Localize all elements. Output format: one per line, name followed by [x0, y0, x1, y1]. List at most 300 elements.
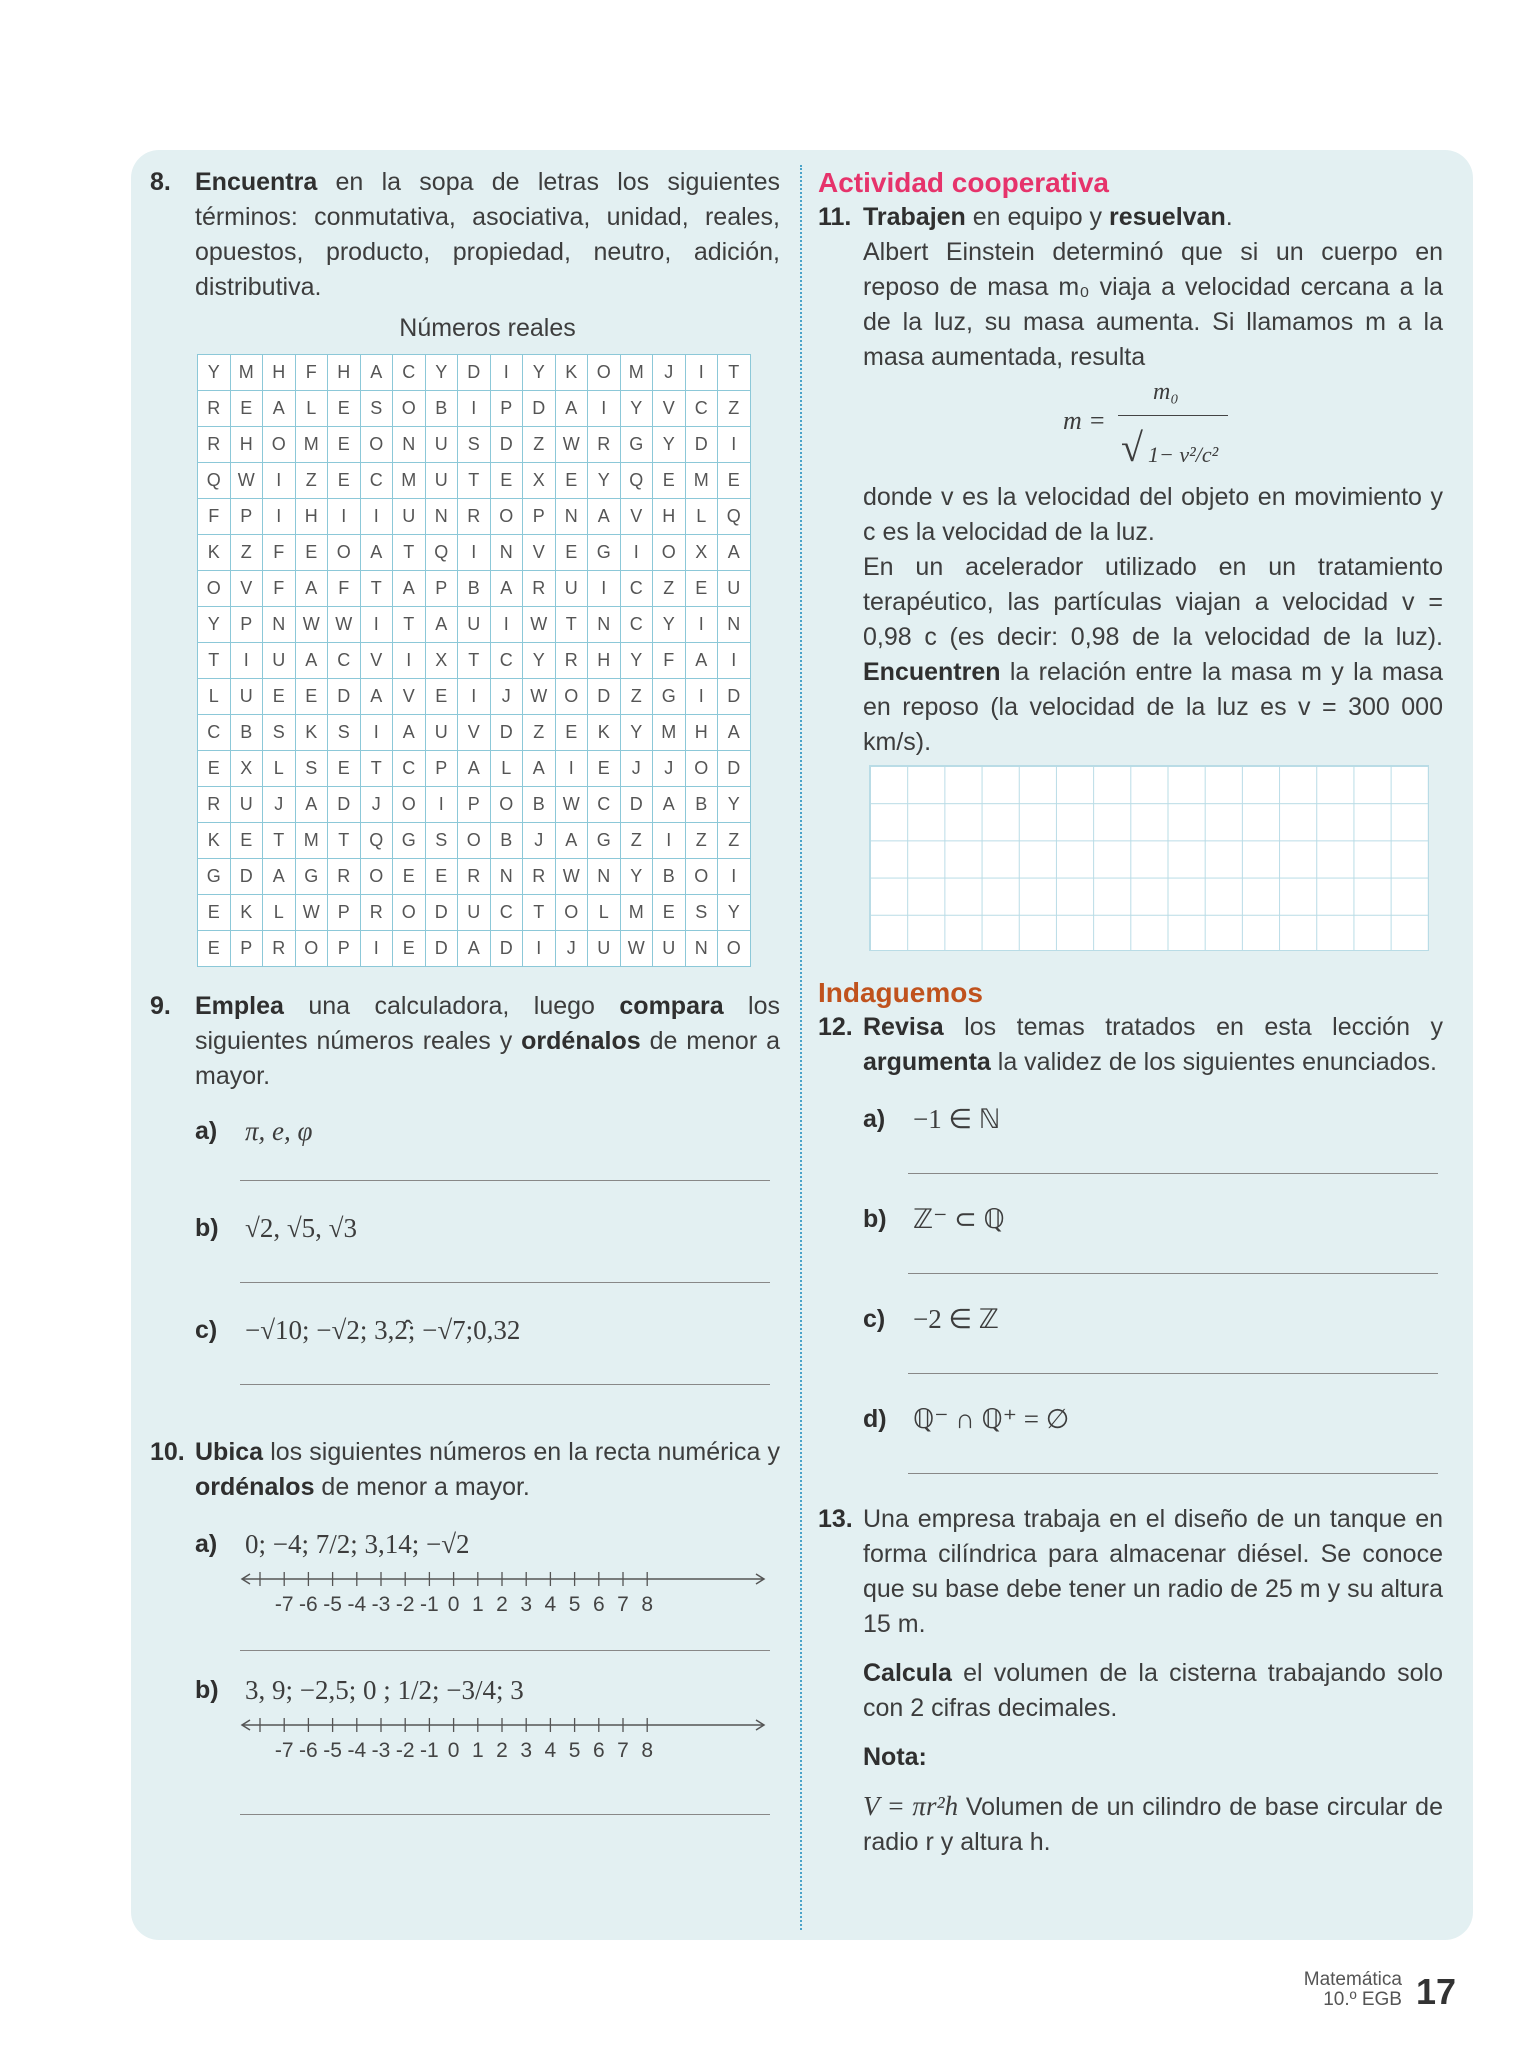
- grid-cell[interactable]: U: [425, 715, 458, 751]
- grid-cell[interactable]: Y: [718, 787, 751, 823]
- grid-cell[interactable]: I: [718, 427, 751, 463]
- grid-cell[interactable]: O: [393, 391, 426, 427]
- grid-cell[interactable]: O: [263, 427, 296, 463]
- grid-cell[interactable]: M: [295, 427, 328, 463]
- grid-cell[interactable]: H: [653, 499, 686, 535]
- grid-cell[interactable]: T: [393, 535, 426, 571]
- grid-cell[interactable]: A: [718, 535, 751, 571]
- grid-cell[interactable]: B: [685, 787, 718, 823]
- grid-cell[interactable]: Y: [588, 463, 621, 499]
- grid-cell[interactable]: Y: [523, 355, 556, 391]
- grid-cell[interactable]: N: [685, 931, 718, 967]
- grid-cell[interactable]: G: [393, 823, 426, 859]
- grid-cell[interactable]: D: [620, 787, 653, 823]
- grid-cell[interactable]: E: [653, 463, 686, 499]
- grid-cell[interactable]: W: [555, 787, 588, 823]
- grid-cell[interactable]: A: [360, 535, 393, 571]
- grid-cell[interactable]: O: [490, 787, 523, 823]
- grid-cell[interactable]: E: [393, 859, 426, 895]
- grid-cell[interactable]: Z: [718, 823, 751, 859]
- grid-cell[interactable]: T: [198, 643, 231, 679]
- grid-cell[interactable]: O: [490, 499, 523, 535]
- grid-cell[interactable]: I: [458, 391, 491, 427]
- grid-cell[interactable]: C: [328, 643, 361, 679]
- grid-cell[interactable]: C: [490, 895, 523, 931]
- grid-cell[interactable]: K: [198, 823, 231, 859]
- grid-cell[interactable]: F: [263, 571, 296, 607]
- grid-cell[interactable]: Q: [425, 535, 458, 571]
- grid-cell[interactable]: O: [328, 535, 361, 571]
- grid-cell[interactable]: S: [360, 391, 393, 427]
- grid-cell[interactable]: A: [393, 715, 426, 751]
- grid-cell[interactable]: Y: [718, 895, 751, 931]
- grid-cell[interactable]: T: [718, 355, 751, 391]
- grid-cell[interactable]: A: [685, 643, 718, 679]
- grid-cell[interactable]: Z: [230, 535, 263, 571]
- grid-cell[interactable]: D: [328, 787, 361, 823]
- grid-cell[interactable]: I: [588, 571, 621, 607]
- grid-cell[interactable]: Y: [198, 355, 231, 391]
- grid-cell[interactable]: L: [263, 895, 296, 931]
- grid-cell[interactable]: A: [718, 715, 751, 751]
- grid-cell[interactable]: E: [685, 571, 718, 607]
- grid-cell[interactable]: O: [718, 931, 751, 967]
- grid-cell[interactable]: O: [458, 823, 491, 859]
- grid-cell[interactable]: N: [555, 499, 588, 535]
- grid-cell[interactable]: D: [458, 355, 491, 391]
- grid-cell[interactable]: T: [328, 823, 361, 859]
- grid-cell[interactable]: R: [328, 859, 361, 895]
- grid-cell[interactable]: H: [230, 427, 263, 463]
- grid-cell[interactable]: V: [653, 391, 686, 427]
- grid-cell[interactable]: E: [425, 859, 458, 895]
- grid-cell[interactable]: Y: [620, 391, 653, 427]
- grid-cell[interactable]: A: [263, 391, 296, 427]
- grid-cell[interactable]: M: [295, 823, 328, 859]
- answer-line[interactable]: [908, 1473, 1438, 1474]
- grid-cell[interactable]: V: [393, 679, 426, 715]
- grid-cell[interactable]: A: [360, 679, 393, 715]
- grid-cell[interactable]: P: [230, 931, 263, 967]
- grid-cell[interactable]: K: [198, 535, 231, 571]
- grid-cell[interactable]: O: [588, 355, 621, 391]
- grid-cell[interactable]: U: [230, 787, 263, 823]
- grid-cell[interactable]: R: [523, 859, 556, 895]
- grid-cell[interactable]: W: [295, 895, 328, 931]
- grid-cell[interactable]: I: [685, 607, 718, 643]
- grid-cell[interactable]: N: [263, 607, 296, 643]
- grid-cell[interactable]: I: [360, 715, 393, 751]
- grid-cell[interactable]: R: [555, 643, 588, 679]
- grid-cell[interactable]: E: [328, 463, 361, 499]
- grid-cell[interactable]: A: [393, 571, 426, 607]
- grid-cell[interactable]: A: [295, 571, 328, 607]
- grid-cell[interactable]: U: [458, 607, 491, 643]
- grid-cell[interactable]: A: [523, 751, 556, 787]
- grid-cell[interactable]: J: [555, 931, 588, 967]
- grid-cell[interactable]: D: [328, 679, 361, 715]
- grid-cell[interactable]: R: [588, 427, 621, 463]
- grid-cell[interactable]: R: [198, 427, 231, 463]
- grid-cell[interactable]: O: [360, 859, 393, 895]
- grid-cell[interactable]: N: [490, 859, 523, 895]
- grid-cell[interactable]: B: [458, 571, 491, 607]
- grid-cell[interactable]: E: [230, 391, 263, 427]
- grid-cell[interactable]: A: [458, 751, 491, 787]
- grid-cell[interactable]: I: [490, 607, 523, 643]
- grid-cell[interactable]: I: [490, 355, 523, 391]
- grid-cell[interactable]: X: [523, 463, 556, 499]
- grid-cell[interactable]: J: [653, 751, 686, 787]
- grid-cell[interactable]: G: [295, 859, 328, 895]
- grid-cell[interactable]: E: [490, 463, 523, 499]
- grid-cell[interactable]: I: [458, 535, 491, 571]
- grid-cell[interactable]: D: [685, 427, 718, 463]
- answer-line[interactable]: [240, 1814, 770, 1815]
- answer-line[interactable]: [240, 1650, 770, 1651]
- grid-cell[interactable]: N: [718, 607, 751, 643]
- grid-cell[interactable]: E: [718, 463, 751, 499]
- grid-cell[interactable]: D: [490, 931, 523, 967]
- grid-cell[interactable]: G: [653, 679, 686, 715]
- grid-cell[interactable]: Q: [198, 463, 231, 499]
- grid-cell[interactable]: G: [198, 859, 231, 895]
- grid-cell[interactable]: E: [425, 679, 458, 715]
- grid-cell[interactable]: S: [263, 715, 296, 751]
- grid-cell[interactable]: T: [360, 571, 393, 607]
- grid-cell[interactable]: E: [295, 679, 328, 715]
- grid-cell[interactable]: R: [360, 895, 393, 931]
- grid-cell[interactable]: N: [588, 607, 621, 643]
- grid-cell[interactable]: J: [360, 787, 393, 823]
- number-line-b[interactable]: [240, 1711, 770, 1766]
- grid-cell[interactable]: D: [718, 679, 751, 715]
- grid-cell[interactable]: I: [360, 607, 393, 643]
- grid-cell[interactable]: Z: [685, 823, 718, 859]
- grid-cell[interactable]: M: [653, 715, 686, 751]
- grid-cell[interactable]: E: [198, 751, 231, 787]
- grid-cell[interactable]: L: [295, 391, 328, 427]
- grid-cell[interactable]: Q: [620, 463, 653, 499]
- grid-cell[interactable]: F: [198, 499, 231, 535]
- grid-cell[interactable]: T: [523, 895, 556, 931]
- grid-cell[interactable]: G: [588, 823, 621, 859]
- grid-cell[interactable]: H: [328, 355, 361, 391]
- grid-cell[interactable]: U: [653, 931, 686, 967]
- grid-cell[interactable]: F: [295, 355, 328, 391]
- grid-cell[interactable]: E: [653, 895, 686, 931]
- grid-cell[interactable]: W: [295, 607, 328, 643]
- answer-line[interactable]: [908, 1373, 1438, 1374]
- grid-cell[interactable]: V: [523, 535, 556, 571]
- grid-cell[interactable]: E: [198, 931, 231, 967]
- grid-cell[interactable]: E: [328, 391, 361, 427]
- grid-cell[interactable]: A: [555, 823, 588, 859]
- grid-cell[interactable]: Z: [653, 571, 686, 607]
- grid-cell[interactable]: P: [458, 787, 491, 823]
- grid-cell[interactable]: I: [360, 499, 393, 535]
- grid-cell[interactable]: D: [718, 751, 751, 787]
- grid-cell[interactable]: Q: [718, 499, 751, 535]
- grid-cell[interactable]: T: [458, 643, 491, 679]
- grid-cell[interactable]: Y: [425, 355, 458, 391]
- grid-cell[interactable]: B: [490, 823, 523, 859]
- grid-cell[interactable]: B: [523, 787, 556, 823]
- grid-cell[interactable]: W: [230, 463, 263, 499]
- grid-cell[interactable]: D: [523, 391, 556, 427]
- grid-cell[interactable]: S: [295, 751, 328, 787]
- grid-cell[interactable]: M: [620, 355, 653, 391]
- grid-cell[interactable]: I: [653, 823, 686, 859]
- grid-cell[interactable]: E: [555, 535, 588, 571]
- grid-cell[interactable]: P: [230, 607, 263, 643]
- grid-cell[interactable]: I: [555, 751, 588, 787]
- grid-cell[interactable]: Y: [653, 427, 686, 463]
- grid-cell[interactable]: L: [588, 895, 621, 931]
- grid-cell[interactable]: O: [198, 571, 231, 607]
- grid-cell[interactable]: J: [653, 355, 686, 391]
- grid-cell[interactable]: A: [425, 607, 458, 643]
- grid-cell[interactable]: C: [685, 391, 718, 427]
- grid-cell[interactable]: E: [198, 895, 231, 931]
- grid-cell[interactable]: Z: [718, 391, 751, 427]
- grid-cell[interactable]: A: [295, 787, 328, 823]
- grid-cell[interactable]: O: [685, 859, 718, 895]
- grid-cell[interactable]: U: [393, 499, 426, 535]
- answer-line[interactable]: [240, 1180, 770, 1181]
- grid-cell[interactable]: A: [458, 931, 491, 967]
- grid-cell[interactable]: E: [555, 715, 588, 751]
- grid-cell[interactable]: T: [263, 823, 296, 859]
- grid-cell[interactable]: C: [393, 355, 426, 391]
- grid-cell[interactable]: O: [295, 931, 328, 967]
- grid-cell[interactable]: H: [263, 355, 296, 391]
- grid-cell[interactable]: U: [555, 571, 588, 607]
- grid-cell[interactable]: M: [393, 463, 426, 499]
- grid-cell[interactable]: P: [328, 895, 361, 931]
- grid-cell[interactable]: C: [620, 571, 653, 607]
- grid-cell[interactable]: I: [328, 499, 361, 535]
- grid-cell[interactable]: H: [685, 715, 718, 751]
- grid-cell[interactable]: L: [490, 751, 523, 787]
- grid-cell[interactable]: T: [458, 463, 491, 499]
- grid-cell[interactable]: D: [425, 931, 458, 967]
- grid-cell[interactable]: J: [490, 679, 523, 715]
- grid-cell[interactable]: B: [425, 391, 458, 427]
- grid-cell[interactable]: A: [360, 355, 393, 391]
- grid-cell[interactable]: D: [230, 859, 263, 895]
- grid-cell[interactable]: P: [425, 751, 458, 787]
- grid-cell[interactable]: S: [685, 895, 718, 931]
- grid-cell[interactable]: A: [490, 571, 523, 607]
- grid-cell[interactable]: Y: [198, 607, 231, 643]
- grid-cell[interactable]: V: [360, 643, 393, 679]
- grid-cell[interactable]: E: [588, 751, 621, 787]
- grid-cell[interactable]: U: [230, 679, 263, 715]
- grid-cell[interactable]: R: [198, 391, 231, 427]
- grid-cell[interactable]: F: [653, 643, 686, 679]
- grid-cell[interactable]: I: [263, 463, 296, 499]
- grid-cell[interactable]: A: [263, 859, 296, 895]
- grid-cell[interactable]: I: [263, 499, 296, 535]
- grid-cell[interactable]: W: [523, 679, 556, 715]
- grid-cell[interactable]: C: [490, 643, 523, 679]
- grid-cell[interactable]: N: [588, 859, 621, 895]
- grid-cell[interactable]: N: [490, 535, 523, 571]
- grid-cell[interactable]: M: [685, 463, 718, 499]
- grid-cell[interactable]: P: [425, 571, 458, 607]
- grid-cell[interactable]: S: [458, 427, 491, 463]
- grid-cell[interactable]: T: [555, 607, 588, 643]
- grid-cell[interactable]: Y: [620, 859, 653, 895]
- grid-cell[interactable]: G: [588, 535, 621, 571]
- grid-cell[interactable]: D: [588, 679, 621, 715]
- grid-cell[interactable]: W: [523, 607, 556, 643]
- grid-cell[interactable]: R: [198, 787, 231, 823]
- grid-cell[interactable]: C: [198, 715, 231, 751]
- grid-cell[interactable]: E: [295, 535, 328, 571]
- grid-cell[interactable]: R: [458, 499, 491, 535]
- grid-cell[interactable]: U: [458, 895, 491, 931]
- grid-cell[interactable]: Z: [523, 427, 556, 463]
- grid-cell[interactable]: L: [263, 751, 296, 787]
- grid-cell[interactable]: O: [555, 679, 588, 715]
- answer-line[interactable]: [908, 1173, 1438, 1174]
- grid-cell[interactable]: Z: [620, 823, 653, 859]
- grid-cell[interactable]: K: [588, 715, 621, 751]
- grid-cell[interactable]: A: [653, 787, 686, 823]
- grid-cell[interactable]: C: [588, 787, 621, 823]
- grid-cell[interactable]: Z: [523, 715, 556, 751]
- grid-cell[interactable]: I: [588, 391, 621, 427]
- grid-cell[interactable]: P: [230, 499, 263, 535]
- grid-cell[interactable]: W: [328, 607, 361, 643]
- grid-cell[interactable]: U: [425, 427, 458, 463]
- grid-cell[interactable]: W: [620, 931, 653, 967]
- grid-cell[interactable]: H: [295, 499, 328, 535]
- answer-line[interactable]: [240, 1384, 770, 1385]
- grid-cell[interactable]: P: [328, 931, 361, 967]
- grid-cell[interactable]: O: [653, 535, 686, 571]
- grid-cell[interactable]: K: [230, 895, 263, 931]
- grid-cell[interactable]: I: [685, 679, 718, 715]
- grid-cell[interactable]: C: [360, 463, 393, 499]
- grid-cell[interactable]: N: [393, 427, 426, 463]
- grid-cell[interactable]: O: [393, 787, 426, 823]
- grid-cell[interactable]: D: [490, 427, 523, 463]
- grid-cell[interactable]: I: [685, 355, 718, 391]
- grid-cell[interactable]: U: [425, 463, 458, 499]
- grid-cell[interactable]: I: [523, 931, 556, 967]
- grid-cell[interactable]: Y: [620, 715, 653, 751]
- grid-cell[interactable]: U: [588, 931, 621, 967]
- grid-cell[interactable]: Y: [653, 607, 686, 643]
- grid-cell[interactable]: E: [555, 463, 588, 499]
- grid-cell[interactable]: K: [555, 355, 588, 391]
- grid-cell[interactable]: A: [588, 499, 621, 535]
- grid-cell[interactable]: L: [685, 499, 718, 535]
- grid-cell[interactable]: E: [393, 931, 426, 967]
- grid-cell[interactable]: O: [360, 427, 393, 463]
- grid-cell[interactable]: D: [490, 715, 523, 751]
- grid-cell[interactable]: X: [685, 535, 718, 571]
- grid-cell[interactable]: F: [328, 571, 361, 607]
- grid-cell[interactable]: C: [393, 751, 426, 787]
- answer-line[interactable]: [908, 1273, 1438, 1274]
- grid-cell[interactable]: A: [295, 643, 328, 679]
- grid-cell[interactable]: W: [555, 427, 588, 463]
- grid-cell[interactable]: P: [490, 391, 523, 427]
- grid-cell[interactable]: X: [230, 751, 263, 787]
- grid-cell[interactable]: B: [653, 859, 686, 895]
- grid-cell[interactable]: I: [718, 859, 751, 895]
- grid-cell[interactable]: L: [198, 679, 231, 715]
- grid-cell[interactable]: R: [458, 859, 491, 895]
- grid-cell[interactable]: M: [230, 355, 263, 391]
- grid-cell[interactable]: O: [555, 895, 588, 931]
- grid-cell[interactable]: H: [588, 643, 621, 679]
- grid-cell[interactable]: T: [393, 607, 426, 643]
- grid-cell[interactable]: J: [620, 751, 653, 787]
- grid-cell[interactable]: E: [328, 427, 361, 463]
- grid-cell[interactable]: A: [555, 391, 588, 427]
- grid-cell[interactable]: W: [555, 859, 588, 895]
- grid-cell[interactable]: V: [620, 499, 653, 535]
- grid-cell[interactable]: R: [523, 571, 556, 607]
- grid-cell[interactable]: Q: [360, 823, 393, 859]
- grid-cell[interactable]: V: [458, 715, 491, 751]
- grid-cell[interactable]: I: [230, 643, 263, 679]
- grid-cell[interactable]: N: [425, 499, 458, 535]
- grid-cell[interactable]: U: [718, 571, 751, 607]
- grid-cell[interactable]: X: [425, 643, 458, 679]
- grid-cell[interactable]: E: [328, 751, 361, 787]
- answer-line[interactable]: [240, 1282, 770, 1283]
- grid-cell[interactable]: E: [230, 823, 263, 859]
- grid-cell[interactable]: P: [523, 499, 556, 535]
- grid-cell[interactable]: I: [425, 787, 458, 823]
- number-line-a[interactable]: [240, 1565, 770, 1620]
- grid-cell[interactable]: I: [718, 643, 751, 679]
- grid-cell[interactable]: Y: [523, 643, 556, 679]
- grid-cell[interactable]: G: [620, 427, 653, 463]
- grid-cell[interactable]: T: [360, 751, 393, 787]
- grid-cell[interactable]: E: [263, 679, 296, 715]
- grid-cell[interactable]: I: [458, 679, 491, 715]
- grid-cell[interactable]: I: [360, 931, 393, 967]
- grid-cell[interactable]: J: [523, 823, 556, 859]
- grid-cell[interactable]: S: [328, 715, 361, 751]
- grid-cell[interactable]: V: [230, 571, 263, 607]
- grid-cell[interactable]: J: [263, 787, 296, 823]
- grid-cell[interactable]: Y: [620, 643, 653, 679]
- grid-cell[interactable]: Z: [620, 679, 653, 715]
- answer-grid[interactable]: [869, 765, 1429, 951]
- grid-cell[interactable]: U: [263, 643, 296, 679]
- grid-cell[interactable]: S: [425, 823, 458, 859]
- grid-cell[interactable]: C: [620, 607, 653, 643]
- grid-cell[interactable]: R: [263, 931, 296, 967]
- grid-cell[interactable]: B: [230, 715, 263, 751]
- grid-cell[interactable]: Z: [295, 463, 328, 499]
- grid-cell[interactable]: I: [620, 535, 653, 571]
- grid-cell[interactable]: I: [393, 643, 426, 679]
- grid-cell[interactable]: M: [620, 895, 653, 931]
- grid-cell[interactable]: K: [295, 715, 328, 751]
- grid-cell[interactable]: F: [263, 535, 296, 571]
- grid-cell[interactable]: O: [393, 895, 426, 931]
- grid-cell[interactable]: D: [425, 895, 458, 931]
